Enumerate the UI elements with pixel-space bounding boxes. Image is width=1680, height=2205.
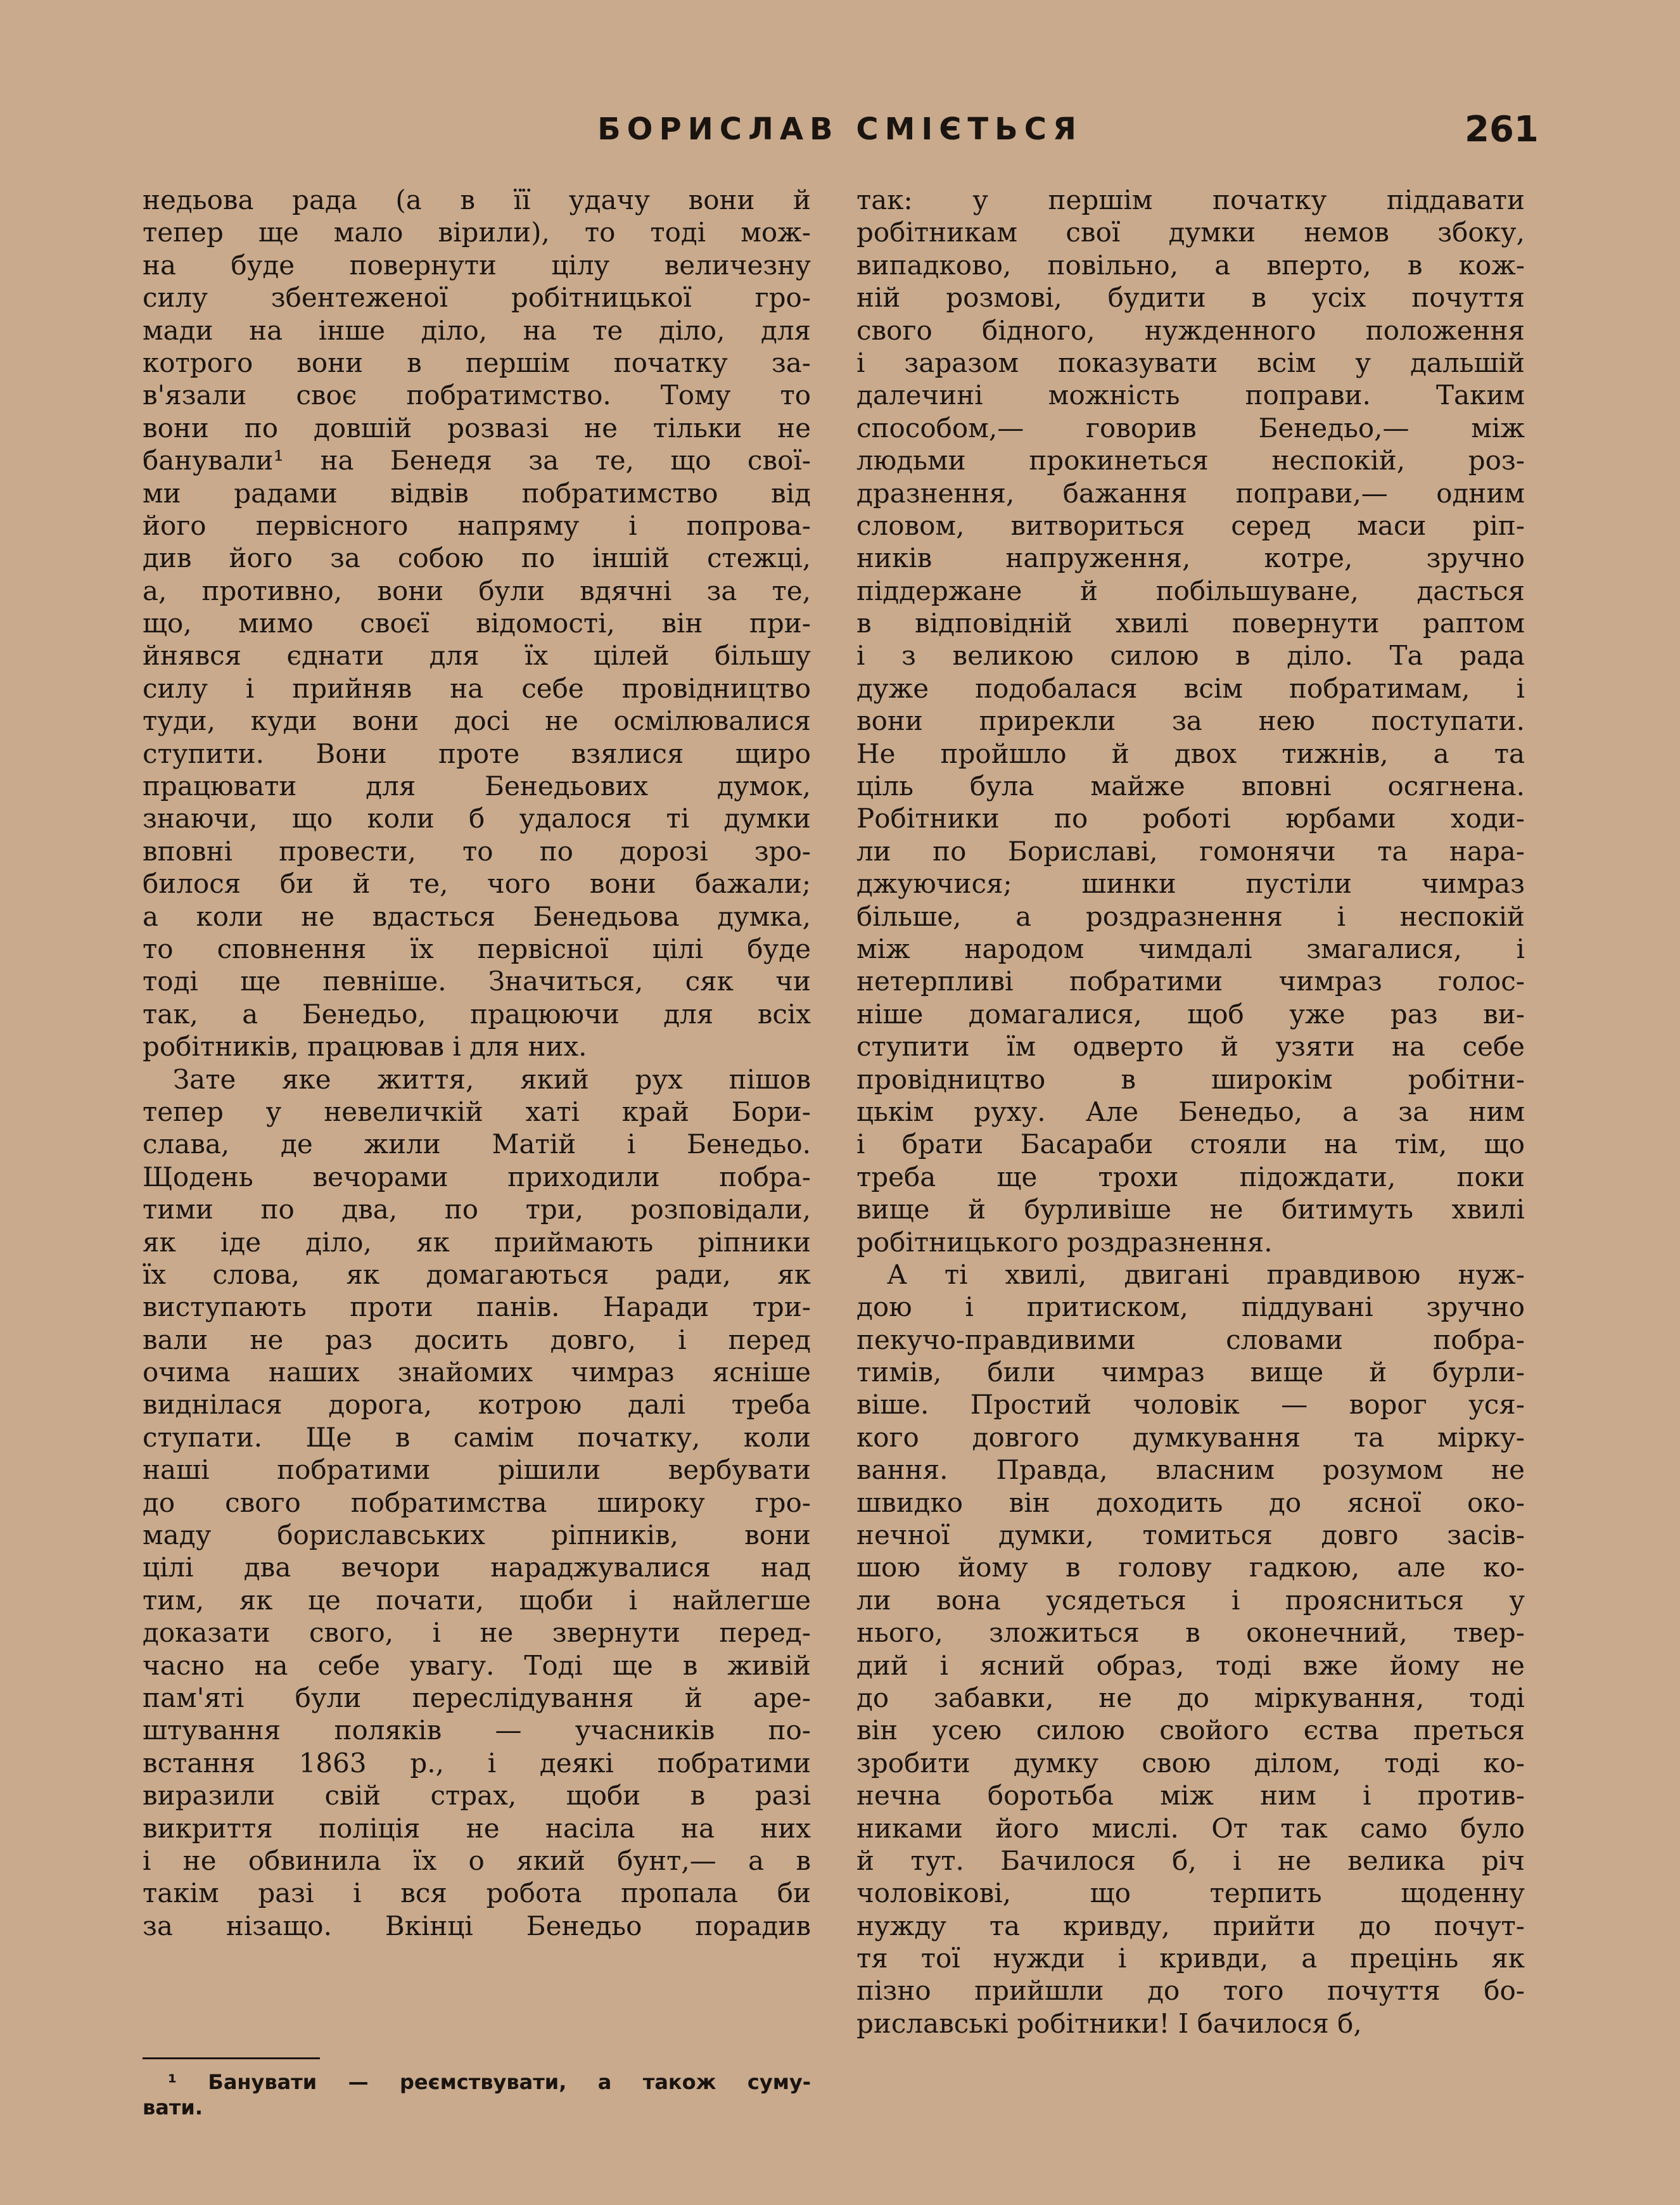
text-line: вали не раз досить довго, і перед	[143, 1324, 811, 1355]
text-line: йнявся єднати для їх цілей більшу	[143, 640, 811, 672]
text-line: робітників, працював і для них.	[143, 1031, 587, 1063]
text-line: виднілася дорога, котрою далі треба	[143, 1389, 811, 1421]
text-line: випадково, повільно, а вперто, в кож-	[856, 249, 1525, 281]
footnote-divider	[143, 2057, 320, 2059]
text-line: очима наших знайомих чимраз ясніше	[143, 1357, 811, 1388]
text-line: ли вона усядеться і проясниться у	[856, 1584, 1525, 1616]
text-line: пекучо-правдивими словами побра-	[856, 1324, 1525, 1355]
text-line: цілі два вечори нараджувалися над	[143, 1552, 811, 1583]
text-line: тимів, били чимраз вище й бурли-	[856, 1357, 1525, 1388]
text-line: тя тої нужди і кривди, а прецінь як	[856, 1943, 1525, 1974]
text-line: ціль була майже вповні осягнена.	[856, 770, 1525, 802]
text-line: джуючися; шинки пустіли чимраз	[856, 868, 1525, 900]
text-line: силу збентеженої робітницької гро-	[143, 282, 811, 314]
text-line: вони по довшій розвазі не тільки не	[143, 412, 811, 444]
text-line: такім разі і вся робота пропала би	[143, 1877, 811, 1909]
text-line: тим, як це почати, щоби і найлегше	[143, 1584, 811, 1616]
text-line: способом,— говорив Бенедьо,— між	[856, 412, 1525, 444]
text-line: тепер у невеличкій хаті край Бори-	[143, 1096, 811, 1127]
text-line: вповні провести, то по дорозі зро-	[143, 835, 811, 867]
running-header-title: БОРИСЛАВ СМІЄТЬСЯ	[597, 112, 1083, 147]
text-line: риславські робітники! І бачилося б,	[856, 2007, 1362, 2039]
footnote	[143, 2069, 811, 2120]
text-line: пізно прийшли до того почуття бо-	[856, 1975, 1525, 2007]
text-line: ступати. Ще в самім початку, коли	[143, 1421, 811, 1453]
text-line: банували¹ на Бенедя за те, що свої-	[143, 445, 811, 476]
text-line: силу і прийняв на себе провідництво	[143, 672, 811, 704]
footnote-line: вати.	[143, 2095, 203, 2119]
text-line: виразили свій страх, щоби в разі	[143, 1780, 811, 1812]
text-line: часно на себе увагу. Тоді ще в живій	[143, 1649, 811, 1681]
text-line: нього, зложиться в оконечний, твер-	[856, 1617, 1525, 1649]
text-line: викриття поліція не насіла на них	[143, 1812, 811, 1844]
text-line: ми радами відвів побратимство від	[143, 477, 811, 509]
text-line: і заразом показувати всім у дальшій	[856, 347, 1525, 378]
text-line: тими по два, по три, розповідали,	[143, 1194, 811, 1225]
text-line: що, мимо своєї відомості, він при-	[143, 608, 811, 639]
text-line: так: у першім початку піддавати	[856, 184, 1525, 215]
text-line: й тут. Бачилося б, і не велика річ	[856, 1844, 1525, 1876]
text-line: працювати для Бенедьових думок,	[143, 770, 811, 802]
text-line: в'язали своє побратимство. Тому то	[143, 380, 811, 411]
text-line: нечної думки, томиться довго засів-	[856, 1519, 1525, 1551]
text-line: дразнення, бажання поправи,— одним	[856, 477, 1525, 509]
text-line: провідництво в широкім робітни-	[856, 1063, 1525, 1095]
text-line: зробити думку свою ділом, тоді ко-	[856, 1747, 1525, 1779]
text-line: до забавки, не до міркування, тоді	[856, 1682, 1525, 1713]
text-line: дою і притиском, піддувані зручно	[856, 1291, 1525, 1323]
text-line: вони прирекли за нею поступати.	[856, 705, 1525, 737]
text-line: до свого побратимства широку гро-	[143, 1486, 811, 1518]
text-line: слава, де жили Матій і Бенедьо.	[143, 1128, 811, 1160]
text-line: ніше домагалися, щоб уже раз ви-	[856, 998, 1525, 1030]
text-line: піддержане й побільшуване, дасться	[856, 575, 1525, 606]
text-line: ників напруження, котре, зручно	[856, 542, 1525, 574]
text-line: мади на інше діло, на те діло, для	[143, 314, 811, 346]
text-line: котрого вони в першім початку за-	[143, 347, 811, 378]
right-text-column	[856, 184, 1525, 2040]
text-line: туди, куди вони досі не осмілювалися	[143, 705, 811, 737]
text-line: кого довгого думкування та мірку-	[856, 1421, 1525, 1453]
text-line: на буде повернути цілу величезну	[143, 249, 811, 281]
text-line: як іде діло, як приймають ріпники	[143, 1226, 811, 1258]
text-line: за нізащо. Вкінці Бенедьо порадив	[143, 1910, 811, 1941]
text-line: никами його мислі. От так само було	[856, 1812, 1525, 1844]
text-line: виступають проти панів. Наради три-	[143, 1291, 811, 1323]
text-line: чоловікові, що терпить щоденну	[856, 1877, 1525, 1909]
text-line: а коли не вдасться Бенедьова думка,	[143, 900, 811, 932]
text-line: недьова рада (а в її удачу вони й	[143, 184, 811, 215]
text-line: і брати Басараби стояли на тім, що	[856, 1128, 1525, 1160]
text-line: треба ще трохи підождати, поки	[856, 1161, 1525, 1192]
text-line: його первісного напряму і попрова-	[143, 509, 811, 541]
text-line: тоді ще певніше. Значиться, сяк чи	[143, 966, 811, 997]
text-line: ли по Бориславі, гомонячи та нара-	[856, 835, 1525, 867]
text-line: Зате яке життя, який рух пішов	[173, 1063, 811, 1095]
text-line: встання 1863 р., і деякі побратими	[143, 1747, 811, 1779]
text-line: швидко він доходить до ясної око-	[856, 1486, 1525, 1518]
text-line: а, противно, вони були вдячні за те,	[143, 575, 811, 606]
left-text-column	[143, 184, 811, 1942]
text-line: дуже подобалася всім побратимам, і	[856, 672, 1525, 704]
text-line: віше. Простий чоловік — ворог уся-	[856, 1389, 1525, 1421]
text-line: і не обвинила їх о який бунт,— а в	[143, 1844, 811, 1876]
text-line: і з великою силою в діло. Та рада	[856, 640, 1525, 672]
text-line: в відповідній хвилі повернути раптом	[856, 608, 1525, 639]
text-line: ній розмові, будити в усіх почуття	[856, 282, 1525, 314]
text-line: робітникам свої думки немов збоку,	[856, 217, 1525, 248]
footnote-line: ¹ Банувати — реємствувати, а також суму-	[168, 2070, 811, 2094]
text-line: наші побратими рішили вербувати	[143, 1454, 811, 1486]
text-line: нечна боротьба між ним і против-	[856, 1780, 1525, 1812]
text-line: дий і ясний образ, тоді вже йому не	[856, 1649, 1525, 1681]
text-line: знаючи, що коли б удалося ті думки	[143, 803, 811, 834]
text-line: нетерпливі побратими чимраз голос-	[856, 966, 1525, 997]
text-line: між народом чимдалі змагалися, і	[856, 933, 1525, 964]
text-line: Не пройшло й двох тижнів, а та	[856, 738, 1525, 769]
text-line: Робітники по роботі юрбами ходи-	[856, 803, 1525, 834]
text-line: нужду та кривду, прийти до почут-	[856, 1910, 1525, 1941]
text-line: свого бідного, нужденного положення	[856, 314, 1525, 346]
text-line: шою йому в голову гадкою, але ко-	[856, 1552, 1525, 1583]
text-line: далечині можність поправи. Таким	[856, 380, 1525, 411]
text-line: пам'яті були переслідування й аре-	[143, 1682, 811, 1713]
text-line: словом, витвориться серед маси ріп-	[856, 509, 1525, 541]
text-line: їх слова, як домагаються ради, як	[143, 1258, 811, 1290]
text-line: билося би й те, чого вони бажали;	[143, 868, 811, 900]
text-line: Щодень вечорами приходили побра-	[143, 1161, 811, 1192]
text-line: він усею силою свойого єства преться	[856, 1715, 1525, 1746]
text-line: цькім руху. Але Бенедьо, а за ним	[856, 1096, 1525, 1127]
text-line: тепер ще мало вірили), то тоді мож-	[143, 217, 811, 248]
text-line: ступити їм одверто й узяти на себе	[856, 1031, 1525, 1063]
text-line: робітницького роздразнення.	[856, 1226, 1273, 1258]
text-line: то сповнення їх первісної цілі буде	[143, 933, 811, 964]
text-line: людьми прокинеться неспокій, роз-	[856, 445, 1525, 476]
text-line: див його за собою по іншій стежці,	[143, 542, 811, 574]
text-line: штування поляків — учасників по-	[143, 1715, 811, 1746]
text-line: вище й бурливіше не битимуть хвилі	[856, 1194, 1525, 1225]
page-number: 261	[1465, 109, 1539, 150]
text-line: більше, а роздразнення і неспокій	[856, 900, 1525, 932]
text-line: вання. Правда, власним розумом не	[856, 1454, 1525, 1486]
text-line: ступити. Вони проте взялися щиро	[143, 738, 811, 769]
text-line: А ті хвилі, двигані правдивою нуж-	[887, 1258, 1525, 1290]
text-line: доказати свого, і не звернути перед-	[143, 1617, 811, 1649]
text-line: так, а Бенедьо, працюючи для всіх	[143, 998, 811, 1030]
text-line: маду бориславських ріпників, вони	[143, 1519, 811, 1551]
